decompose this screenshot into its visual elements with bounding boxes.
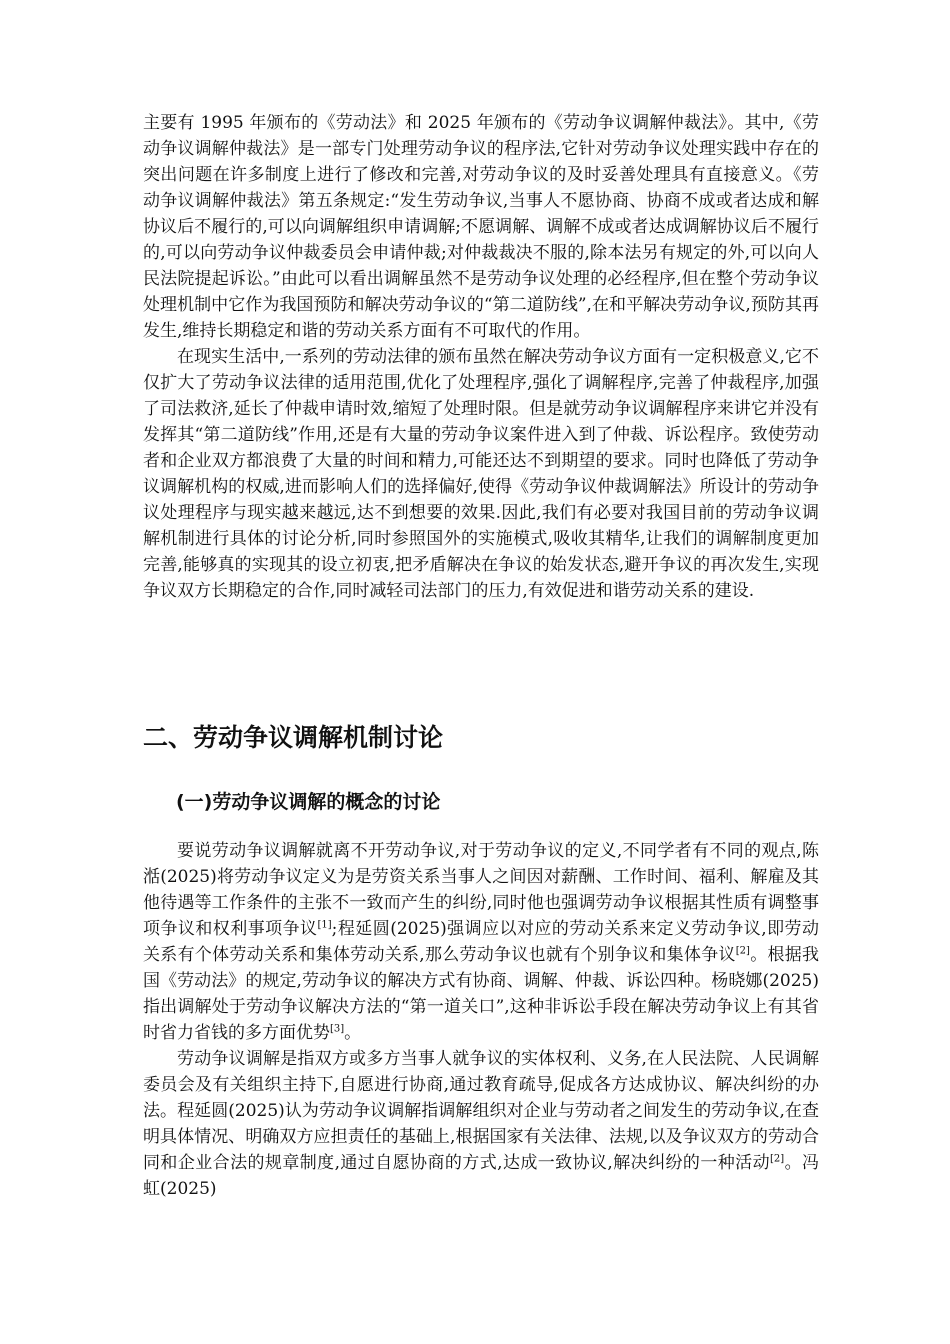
paragraph-1: 主要有 1995 年颁布的《劳动法》和 2025 年颁布的《劳动争议调解仲裁法》。其中,《劳动争议调解仲裁法》是一部专门处理劳动争议的程序法,它针对劳动争议处理实践中存在的突出问题在许多制度上进行了修改和完善,对劳动争议的及时妥善处理具有直接意义。《劳动争议调解仲裁法》第五条规定:“发生劳动争议,当事人不愿协商、协商不成或者达成和解协议后不履行的,可以向调解组织申请调解;不愿调解、调解不成或者达成调解协议后不履行的,可以向劳动争议仲裁委员会申请仲裁;对仲裁裁决不服的,除本法另有规定的外,可以向人民法院提起诉讼。”由此可以看出调解虽然不是劳动争议处理的必经程序,但在整个劳动争议处理机制中它作为我国预防和解决劳动争议的“第二道防线”,在和平解决劳动争议,预防其再发生,维持长期稳定和谐的劳动关系方面有不可取代的作用。	[143, 113, 819, 341]
citation-ref: [2]	[735, 945, 750, 957]
paragraph-text: 。	[344, 1023, 362, 1043]
section-heading: 二、劳动争议调解机制讨论	[143, 723, 444, 752]
body-text-section-2	[143, 838, 819, 1202]
paragraph-text: 。冯虹(2025)	[143, 1153, 820, 1199]
paragraph-2: 在现实生活中,一系列的劳动法律的颁布虽然在解决劳动争议方面有一定积极意义,它不仅扩大了劳动争议法律的适用范围,优化了处理程序,强化了调解程序,完善了仲裁程序,加强了司法救济,延长了仲裁申请时效,缩短了处理时限。但是就劳动争议调解程序来讲它并没有发挥其“第二道防线”作用,还是有大量的劳动争议案件进入到了仲裁、诉讼程序。致使劳动者和企业双方都浪费了大量的时间和精力,可能还达不到期望的要求。同时也降低了劳动争议调解机构的权威,进而影响人们的选择偏好,使得《劳动争议仲裁调解法》所设计的劳动争议处理程序与现实越来越远,达不到想要的效果.因此,我们有必要对我国目前的劳动争议调解机制进行具体的讨论分析,同时参照国外的实施模式,吸收其精华,让我们的调解制度更加完善,能够真的实现其的设立初衷,把矛盾解决在争议的始发状态,避开争议的再次发生,实现争议双方长期稳定的合作,同时减轻司法部门的压力,有效促进和谐劳动关系的建设.	[143, 347, 819, 601]
citation-ref: [1]	[317, 919, 332, 931]
paragraph-3	[143, 838, 819, 1046]
citation-ref: [3]	[330, 1023, 345, 1035]
subsection-heading: (一)劳动争议调解的概念的讨论	[176, 791, 441, 813]
paragraph-4	[143, 1046, 819, 1202]
citation-ref: [2]	[770, 1153, 785, 1165]
paragraph-text: 。根据我国《劳动法》的规定,劳动争议的解决方式有协商、调解、仲裁、诉讼四种。杨晓娜(2025)指出调解处于劳动争议解决方法的“第一道关口”,这种非诉讼手段在解决劳动争议上有其省时省力省钱的多方面优势	[143, 945, 820, 1043]
body-text-section-1	[143, 110, 819, 604]
paragraph-text: ;程延圆(2025)强调应以对应的劳动关系来定义劳动争议,即劳动关系有个体劳动关系和集体劳动关系,那么劳动争议也就有个别争议和集体争议	[143, 919, 819, 965]
paragraph-text: 劳动争议调解是指双方或多方当事人就争议的实体权利、义务,在人民法院、人民调解委员会及有关组织主持下,自愿进行协商,通过教育疏导,促成各方达成协议、解决纠纷的办法。程延圆(2025)认为劳动争议调解指调解组织对企业与劳动者之间发生的劳动争议,在查明具体情况、明确双方应担责任的基础上,根据国家有关法律、法规,以及争议双方的劳动合同和企业合法的规章制度,通过自愿协商的方式,达成一致协议,解决纠纷的一种活动	[143, 1049, 819, 1173]
paragraph-text: 要说劳动争议调解就离不开劳动争议,对于劳动争议的定义,不同学者有不同的观点,陈湉(2025)将劳动争议定义为是劳资关系当事人之间因对薪酬、工作时间、福利、解雇及其他待遇等工作条件的主张不一致而产生的纠纷,同时他也强调劳动争议根据其性质有调整事项争议和权利事项争议	[143, 841, 819, 939]
